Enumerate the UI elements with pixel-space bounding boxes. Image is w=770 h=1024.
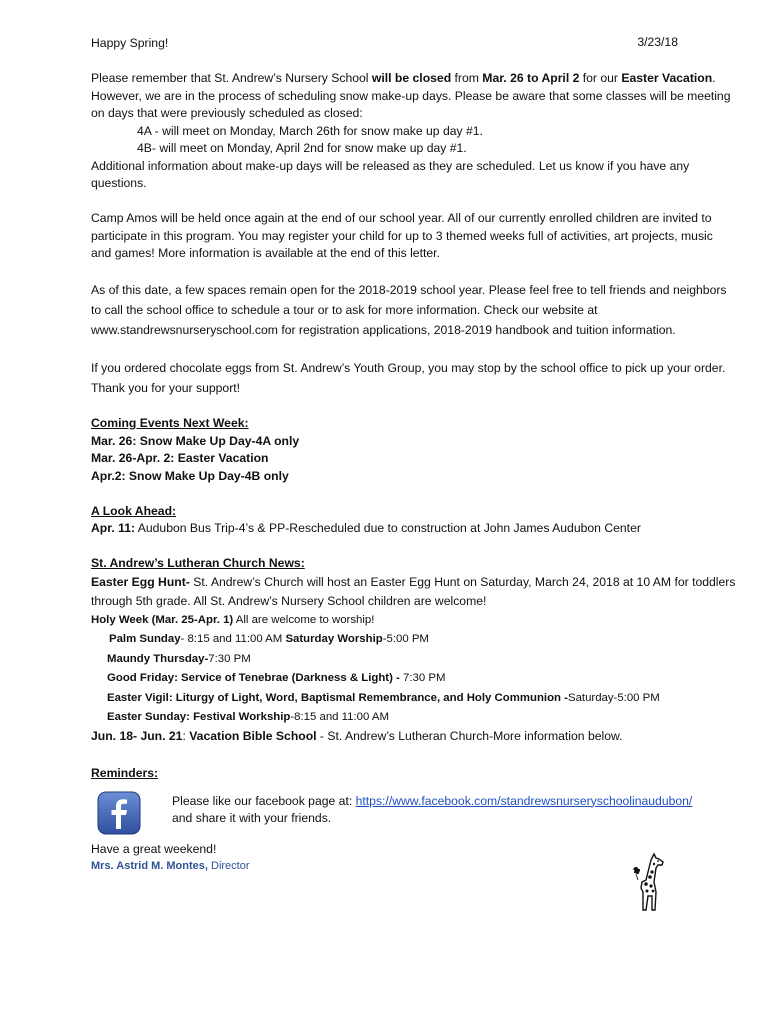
letter-date: 3/23/18 bbox=[637, 35, 678, 49]
chocolate-eggs-paragraph: If you ordered chocolate eggs from St. Andrew’s Youth Group, you may stop by the school office to pick up your order. Thank you for your support! bbox=[91, 360, 726, 395]
saturday-worship-label: Saturday Worship bbox=[285, 633, 383, 645]
closure-dates: Mar. 26 to April 2 bbox=[482, 71, 580, 85]
coming-event-item: Mar. 26: Snow Make Up Day-4A only bbox=[91, 433, 300, 448]
church-news-heading: St. Andrew’s Lutheran Church News: bbox=[91, 556, 305, 570]
palm-sunday-item bbox=[91, 630, 736, 650]
good-friday-time: 7:30 PM bbox=[399, 672, 446, 684]
closure-emphasis: will be closed bbox=[371, 71, 452, 85]
closure-text: . However, we are in the process of scheduling snow make-up days. Please be aware that some classes will be meeting on days that were previously scheduled as closed: bbox=[91, 71, 731, 120]
maundy-thursday-item bbox=[91, 650, 736, 670]
easter-vigil-time: Saturday-5:00 PM bbox=[567, 691, 660, 704]
good-friday-label: Good Friday: Service of Tenebrae (Darkness & Light) - bbox=[107, 672, 400, 684]
facebook-text bbox=[172, 793, 692, 828]
look-ahead-heading: A Look Ahead: bbox=[91, 503, 177, 518]
holy-week-label: Holy Week (Mar. 25-Apr. 1) bbox=[91, 613, 234, 626]
look-ahead-item bbox=[91, 520, 736, 538]
letter-body bbox=[91, 35, 736, 874]
reminders-heading: Reminders: bbox=[91, 766, 159, 780]
coming-event-item: Apr.2: Snow Make Up Day-4B only bbox=[91, 468, 289, 483]
vbs-dates: Jun. 18- Jun. 21 bbox=[91, 728, 183, 743]
closure-text: Please remember that St. Andrew’s Nursery School bbox=[91, 71, 372, 85]
holy-week-item bbox=[91, 611, 736, 631]
makeup-info: Additional information about make-up days will be released as they are scheduled. Let us know if you have any questions. bbox=[91, 158, 690, 190]
easter-vigil-item bbox=[91, 689, 736, 709]
palm-sunday-label: Palm Sunday bbox=[109, 633, 181, 645]
camp-amos-paragraph: Camp Amos will be held once again at the end of our school year. All of our currently enrolled children are invited to participate in this program. You may register your child for up to 3 themed weeks full of activities, art projects, music and games! More information is available at the end of this letter. bbox=[91, 211, 713, 260]
maundy-thursday-label: Maundy Thursday- bbox=[107, 652, 209, 665]
signature-title: Director bbox=[207, 860, 250, 872]
closure-paragraph bbox=[91, 70, 736, 123]
maundy-thursday-time: 7:30 PM bbox=[208, 652, 251, 665]
facebook-link[interactable]: https://www.facebook.com/standrewsnurseryschoolinaudubon/ bbox=[355, 793, 693, 808]
easter-sunday-item bbox=[91, 708, 736, 728]
easter-sunday-time: -8:15 and 11:00 AM bbox=[290, 711, 389, 723]
saturday-worship-time: -5:00 PM bbox=[382, 633, 429, 645]
vbs-text: - St. Andrew’s Lutheran Church-More information below. bbox=[316, 728, 623, 743]
closure-vacation: Easter Vacation bbox=[621, 71, 713, 85]
facebook-icon[interactable] bbox=[97, 791, 141, 835]
coming-event-item: Mar. 26-Apr. 2: Easter Vacation bbox=[91, 451, 269, 465]
closing-line: Have a great weekend! bbox=[91, 841, 217, 856]
greeting: Happy Spring! bbox=[91, 36, 169, 50]
makeup-4a: 4A - will meet on Monday, March 26th for snow make up day #1. bbox=[137, 123, 483, 138]
closure-text: for our bbox=[579, 71, 622, 85]
facebook-suffix: and share it with your friends. bbox=[172, 811, 332, 825]
vbs-label: Vacation Bible School bbox=[189, 728, 317, 743]
palm-sunday-time: - 8:15 and 11:00 AM bbox=[180, 633, 286, 645]
vbs-item bbox=[91, 728, 736, 746]
closure-text: from bbox=[451, 71, 483, 85]
look-ahead-date: Apr. 11: bbox=[91, 521, 136, 535]
facebook-reminder bbox=[91, 789, 736, 841]
easter-vigil-label: Easter Vigil: Liturgy of Light, Word, Baptismal Remembrance, and Holy Communion - bbox=[107, 691, 568, 704]
egg-hunt-label: Easter Egg Hunt- bbox=[91, 574, 190, 589]
egg-hunt-item bbox=[91, 573, 736, 611]
holy-week-text: All are welcome to worship! bbox=[233, 613, 375, 626]
signature-name: Mrs. Astrid M. Montes, bbox=[91, 860, 208, 872]
good-friday-item bbox=[91, 669, 736, 689]
look-ahead-text: Audubon Bus Trip-4’s & PP-Rescheduled due to construction at John James Audubon Center bbox=[135, 521, 641, 535]
giraffe-logo bbox=[632, 852, 666, 914]
egg-hunt-text: St. Andrew’s Church will host an Easter Egg Hunt on Saturday, March 24, 2018 at 10 AM for toddlers through 5th grade. All St. Andrew’s Nursery School children are welcome! bbox=[91, 574, 736, 608]
facebook-prefix: Please like our facebook page at: bbox=[172, 793, 356, 808]
easter-sunday-label: Easter Sunday: Festival Workship bbox=[107, 711, 291, 723]
vbs-separator: : bbox=[182, 728, 190, 743]
enrollment-paragraph: As of this date, a few spaces remain open for the 2018-2019 school year. Please feel free to tell friends and neighbors to call the school office to schedule a tour or to ask for more information. Check our website at www.standrewsnurseryschool.com for registration applications, 2018-2019 handbook and tuition information. bbox=[91, 283, 727, 337]
makeup-4b: 4B- will meet on Monday, April 2nd for snow make up day #1. bbox=[137, 141, 467, 155]
coming-events-heading: Coming Events Next Week: bbox=[91, 416, 249, 430]
